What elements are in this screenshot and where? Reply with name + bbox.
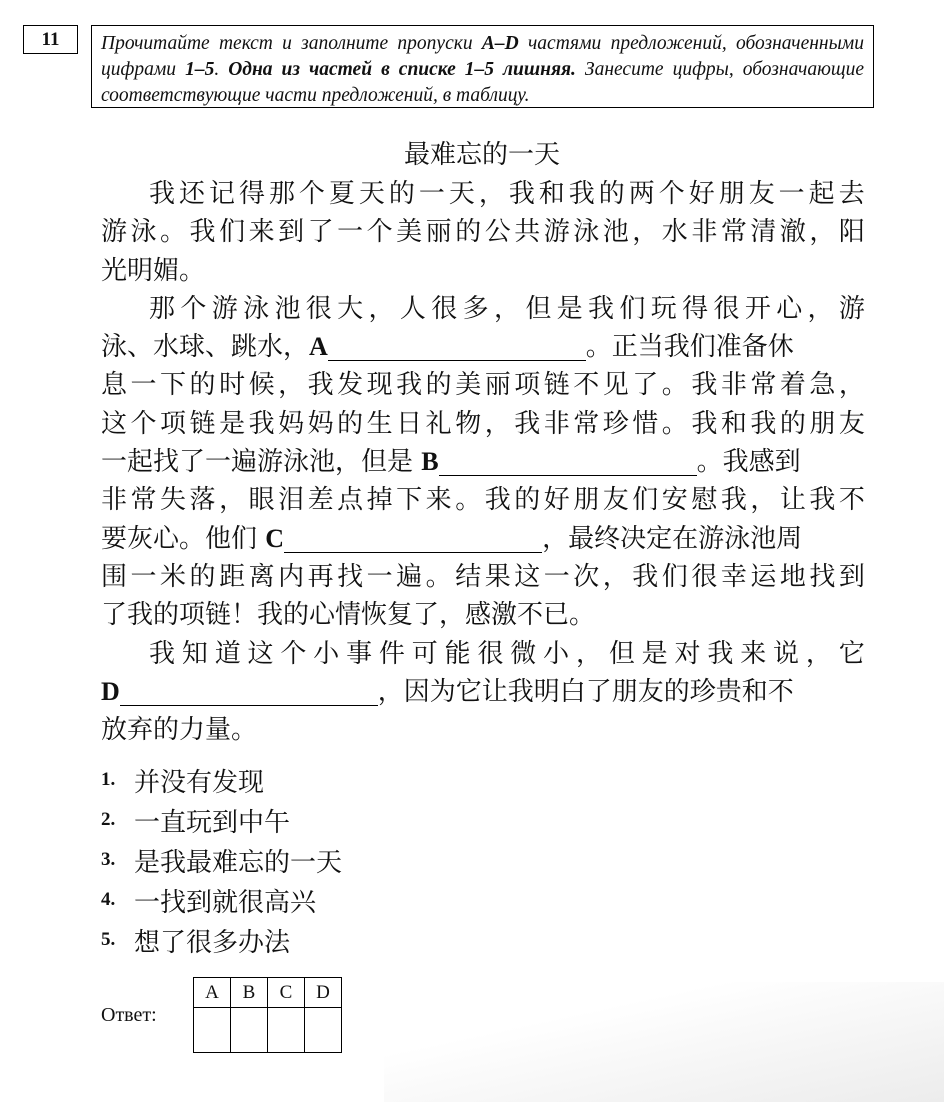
text-char: 朋 [809, 408, 836, 439]
task-number: 11 [23, 25, 78, 54]
text-char: 记 [208, 179, 235, 209]
text-char: 们 [661, 561, 688, 592]
text-char: 的 [455, 217, 482, 248]
text-char: 美 [455, 370, 482, 401]
text-char: 玩 [650, 293, 677, 324]
text-char: 小 [543, 638, 570, 669]
text-char: 夏 [328, 179, 355, 209]
text-char: 运 [750, 561, 777, 592]
text-line-3: 光明媚。 [101, 255, 206, 286]
answer-header-b: B [231, 978, 268, 1008]
text-char: 池 [602, 217, 629, 248]
text-char: 见 [602, 370, 629, 401]
text-char: 游 [543, 217, 570, 248]
text-line-1 [101, 175, 865, 213]
text-char: 我 [514, 408, 541, 439]
text-char: ， [484, 408, 511, 439]
option-text: 并没有发现 [134, 767, 265, 798]
text-char: 池 [274, 293, 301, 324]
option-number: 1. [101, 769, 116, 790]
text-char: 地 [779, 561, 806, 592]
text-char: 友 [838, 408, 865, 439]
text-char: 常 [573, 408, 600, 439]
text-char: 幸 [720, 561, 747, 592]
instruction-bold-note: Одна из частей в списке 1–5 лишняя. [228, 59, 576, 80]
text-char: 珍 [602, 408, 629, 439]
text-char: 生 [366, 408, 393, 439]
text-char: 友 [602, 485, 629, 516]
text-char: 们 [219, 217, 246, 248]
text-char: 泳 [243, 293, 270, 324]
text-char: 落 [189, 485, 216, 516]
text-char: 的 [425, 370, 452, 401]
text-char: 妈 [307, 408, 334, 439]
option-text: 一直玩到中午 [134, 807, 291, 838]
option-item [101, 760, 342, 800]
text-char: 这 [101, 408, 128, 439]
text-char: 大 [337, 293, 364, 324]
text-line-14 [101, 673, 865, 711]
text-char: 我 [149, 638, 176, 669]
text-char: 的 [388, 179, 415, 209]
text-char: 好 [543, 485, 570, 516]
text-char: 很 [713, 293, 740, 324]
text-char: 泳 [573, 217, 600, 248]
text-line-6 [101, 366, 865, 404]
text-char: 说 [773, 638, 800, 669]
text-char: 下 [160, 370, 187, 401]
text-char: 的 [514, 485, 541, 516]
text-char: 非 [720, 370, 747, 401]
text-char: 一 [418, 179, 445, 209]
instruction-box [91, 25, 874, 108]
option-number: 4. [101, 889, 116, 910]
text-char: 天 [448, 179, 475, 209]
text-char: 很 [431, 293, 458, 324]
gap-blank-c [284, 524, 542, 553]
text-char: 个 [366, 217, 393, 248]
answer-header-c: C [268, 978, 305, 1008]
text-char: 它 [838, 638, 865, 669]
text-char: 妈 [278, 408, 305, 439]
text-line-2 [101, 213, 865, 251]
text-char: 。 [425, 561, 452, 592]
text-char: 项 [514, 370, 541, 401]
text-char: 慰 [691, 485, 718, 516]
text-char: 一 [366, 561, 393, 592]
text-char: 丽 [425, 217, 452, 248]
text-char: 果 [484, 561, 511, 592]
text-char: 发 [337, 370, 364, 401]
page-shadow [384, 982, 944, 1102]
gap-blank-b [439, 447, 697, 476]
text-char: 游 [838, 293, 865, 324]
text-char: 清 [750, 217, 777, 248]
option-text: 一找到就很高兴 [134, 887, 317, 918]
text-fragment: 泳、水球、跳水， [101, 332, 310, 363]
text-char: 起 [808, 179, 835, 209]
option-text: 想了很多办法 [134, 927, 291, 958]
text-char: 候 [248, 370, 275, 401]
text-char: 泳 [130, 217, 157, 248]
gap-blank-a [328, 332, 586, 361]
text-char: ， [838, 370, 865, 401]
text-char: 个 [280, 638, 307, 669]
answer-cell-d[interactable] [305, 1008, 342, 1053]
text-char: 这 [247, 638, 274, 669]
text-char: 一 [130, 561, 157, 592]
text-char: ， [219, 485, 246, 516]
gap-label-a: A [309, 332, 328, 362]
text-line-4 [101, 290, 865, 328]
option-number: 2. [101, 809, 116, 830]
text-char: 那 [268, 179, 295, 209]
text-char: 下 [396, 485, 423, 516]
text-char: 阳 [838, 217, 865, 248]
text-char: 非 [543, 408, 570, 439]
text-char: 得 [238, 179, 265, 209]
option-item [101, 800, 342, 840]
text-char: 个 [658, 179, 685, 209]
text-char: ， [368, 293, 395, 324]
text-char: 微 [510, 638, 537, 669]
text-char: 澈 [779, 217, 806, 248]
text-char: 结 [455, 561, 482, 592]
text-char: 多 [462, 293, 489, 324]
text-char: 非 [691, 217, 718, 248]
text-char: 游 [101, 217, 128, 248]
text-char: 一 [130, 370, 157, 401]
text-char: 不 [573, 370, 600, 401]
text-char: 的 [598, 179, 625, 209]
instruction-text-1: Прочитайте текст и заполните пропуски [101, 33, 482, 54]
text-char: 但 [525, 293, 552, 324]
text-char: 这 [514, 561, 541, 592]
text-char: 开 [744, 293, 771, 324]
text-char: 。 [661, 408, 688, 439]
text-char: 链 [543, 370, 570, 401]
text-char: 到 [838, 561, 865, 592]
text-char: 我 [307, 370, 334, 401]
text-char: 小 [313, 638, 340, 669]
text-char: ， [278, 370, 305, 401]
gap-label-d: D [101, 676, 120, 706]
text-char: 们 [632, 485, 659, 516]
text-char: 差 [307, 485, 334, 516]
text-fragment: 要灰心。他们 [101, 523, 258, 554]
text-char: 到 [278, 217, 305, 248]
answer-header-d: D [305, 978, 342, 1008]
text-char: 我 [691, 370, 718, 401]
text-char: 常 [750, 370, 777, 401]
text-char: 常 [130, 485, 157, 516]
text-char: 常 [720, 217, 747, 248]
text-char: 点 [337, 485, 364, 516]
text-char: 那 [149, 293, 176, 324]
text-char: 我 [568, 179, 595, 209]
text-char: 我 [189, 217, 216, 248]
text-char: 来 [425, 485, 452, 516]
text-char: 和 [720, 408, 747, 439]
text-char: 的 [779, 408, 806, 439]
text-char: 一 [337, 217, 364, 248]
text-char: ， [809, 217, 836, 248]
text-char: 但 [608, 638, 635, 669]
text-char: 游 [211, 293, 238, 324]
text-line-9 [101, 481, 865, 519]
text-char: 的 [189, 561, 216, 592]
text-char: 了 [307, 217, 334, 248]
gap-label-b: B [421, 447, 439, 477]
option-text: 是我最难忘的一天 [134, 847, 343, 878]
text-line-8 [101, 443, 865, 481]
text-char: 。 [455, 485, 482, 516]
text-char: 内 [278, 561, 305, 592]
text-char: 着 [779, 370, 806, 401]
text-char: 一 [778, 179, 805, 209]
text-char: ， [493, 293, 520, 324]
text-char: 息 [101, 370, 128, 401]
instruction-letters: A–D [481, 33, 519, 54]
text-char: 失 [160, 485, 187, 516]
text-char: 我 [707, 638, 734, 669]
text-char: 美 [396, 217, 423, 248]
text-char: 可 [411, 638, 438, 669]
text-char: 我 [149, 179, 176, 209]
text-char: 找 [809, 561, 836, 592]
text-char: 一 [543, 561, 570, 592]
text-char: 眼 [248, 485, 275, 516]
text-char: 得 [682, 293, 709, 324]
text-char: 来 [248, 217, 275, 248]
text-char: 事 [346, 638, 373, 669]
text-char: 人 [399, 293, 426, 324]
answer-label: Ответ: [101, 1004, 157, 1026]
text-char: 很 [305, 293, 332, 324]
text-char: 不 [838, 485, 865, 516]
text-char: 能 [444, 638, 471, 669]
text-char: 天 [358, 179, 385, 209]
text-char: 们 [619, 293, 646, 324]
text-char: 个 [130, 408, 157, 439]
text-char: 我 [396, 370, 423, 401]
text-char: 米 [160, 561, 187, 592]
text-line-15: 放弃的力量。 [101, 715, 258, 746]
text-fragment: 一起找了一遍游泳池，但是 [101, 447, 414, 478]
text-char: 很 [477, 638, 504, 669]
text-char: 和 [538, 179, 565, 209]
instruction-text-4: Занесите цифры, обозначающие соответствующие части предложений, в таблицу. [101, 59, 864, 106]
text-line-10 [101, 520, 865, 558]
text-char: 围 [101, 561, 128, 592]
text-line-11 [101, 558, 865, 596]
text-char: 非 [101, 485, 128, 516]
text-char: ， [807, 293, 834, 324]
text-char: 去 [838, 179, 865, 209]
text-char: ， [478, 179, 505, 209]
options-list [101, 760, 342, 960]
text-char: 礼 [425, 408, 452, 439]
text-char: 是 [556, 293, 583, 324]
answer-cell-b[interactable] [231, 1008, 268, 1053]
text-char: 件 [378, 638, 405, 669]
text-char: 朋 [573, 485, 600, 516]
text-char: 对 [674, 638, 701, 669]
text-char: 我 [691, 408, 718, 439]
text-char: 时 [219, 370, 246, 401]
text-char: 水 [661, 217, 688, 248]
text-char: 现 [366, 370, 393, 401]
gap-label-c: C [265, 523, 285, 553]
text-fragment: 。正当我们准备休 [585, 332, 794, 363]
text-line-7 [101, 405, 865, 443]
text-char: 离 [248, 561, 275, 592]
text-char: 我 [750, 408, 777, 439]
text-char: 。 [160, 217, 187, 248]
text-char: 还 [178, 179, 205, 209]
text-char: 惜 [632, 408, 659, 439]
text-char: 让 [779, 485, 806, 516]
text-char: 次 [573, 561, 600, 592]
option-item [101, 880, 342, 920]
text-char: ， [750, 485, 777, 516]
text-char: 丽 [484, 370, 511, 401]
text-char: 物 [455, 408, 482, 439]
text-fragment: ，最终决定在游泳池周 [542, 523, 803, 554]
text-char: 朋 [718, 179, 745, 209]
text-char: 很 [691, 561, 718, 592]
answer-header-a: A [194, 978, 231, 1008]
text-char: 找 [337, 561, 364, 592]
text-char: 日 [396, 408, 423, 439]
text-char: 好 [688, 179, 715, 209]
text-char: 我 [248, 408, 275, 439]
answer-cell-c[interactable] [268, 1008, 305, 1053]
text-char: 我 [484, 485, 511, 516]
text-fragment: ，因为它让我明白了朋友的珍贵和不 [377, 676, 794, 707]
option-item [101, 920, 342, 960]
text-line-12: 了我的项链！我的心情恢复了，感激不已。 [101, 600, 596, 631]
text-line-13 [101, 635, 865, 673]
text-char: 我 [809, 485, 836, 516]
text-char: 距 [219, 561, 246, 592]
text-char: 。 [661, 370, 688, 401]
text-char: 心 [776, 293, 803, 324]
text-char: 遍 [396, 561, 423, 592]
text-char: ， [575, 638, 602, 669]
answer-table [193, 977, 342, 1053]
text-char: 了 [632, 370, 659, 401]
instruction-text-3: . [214, 59, 229, 80]
option-number: 3. [101, 849, 116, 870]
text-char: 来 [740, 638, 767, 669]
text-char: 公 [484, 217, 511, 248]
text-char: 道 [214, 638, 241, 669]
text-char: ， [805, 638, 832, 669]
text-char: 两 [628, 179, 655, 209]
answer-cell-a[interactable] [194, 1008, 231, 1053]
text-char: 我 [588, 293, 615, 324]
text-char: 项 [160, 408, 187, 439]
text-title: 最难忘的一天 [403, 140, 560, 170]
instruction-numbers: 1–5 [185, 59, 215, 80]
text-char: 掉 [366, 485, 393, 516]
text-char: 个 [298, 179, 325, 209]
text-char: 泪 [278, 485, 305, 516]
text-char: 友 [748, 179, 775, 209]
option-number: 5. [101, 929, 116, 950]
reading-text [101, 175, 865, 749]
text-char: ， [632, 217, 659, 248]
gap-blank-d [120, 677, 378, 706]
text-char: 个 [180, 293, 207, 324]
text-char: 是 [641, 638, 668, 669]
text-char: 知 [181, 638, 208, 669]
text-char: 共 [514, 217, 541, 248]
text-line-5 [101, 328, 865, 366]
text-char: 的 [189, 370, 216, 401]
instruction-text-2: частями предложений, обозначенными цифрами [101, 33, 864, 80]
text-char: 是 [219, 408, 246, 439]
text-char: 安 [661, 485, 688, 516]
text-char: 再 [307, 561, 334, 592]
text-fragment: 。我感到 [696, 447, 801, 478]
text-char: ， [602, 561, 629, 592]
text-char: 的 [337, 408, 364, 439]
text-char: 急 [809, 370, 836, 401]
text-char: 我 [720, 485, 747, 516]
text-char: 链 [189, 408, 216, 439]
text-char: 我 [632, 561, 659, 592]
text-char: 我 [508, 179, 535, 209]
option-item [101, 840, 342, 880]
